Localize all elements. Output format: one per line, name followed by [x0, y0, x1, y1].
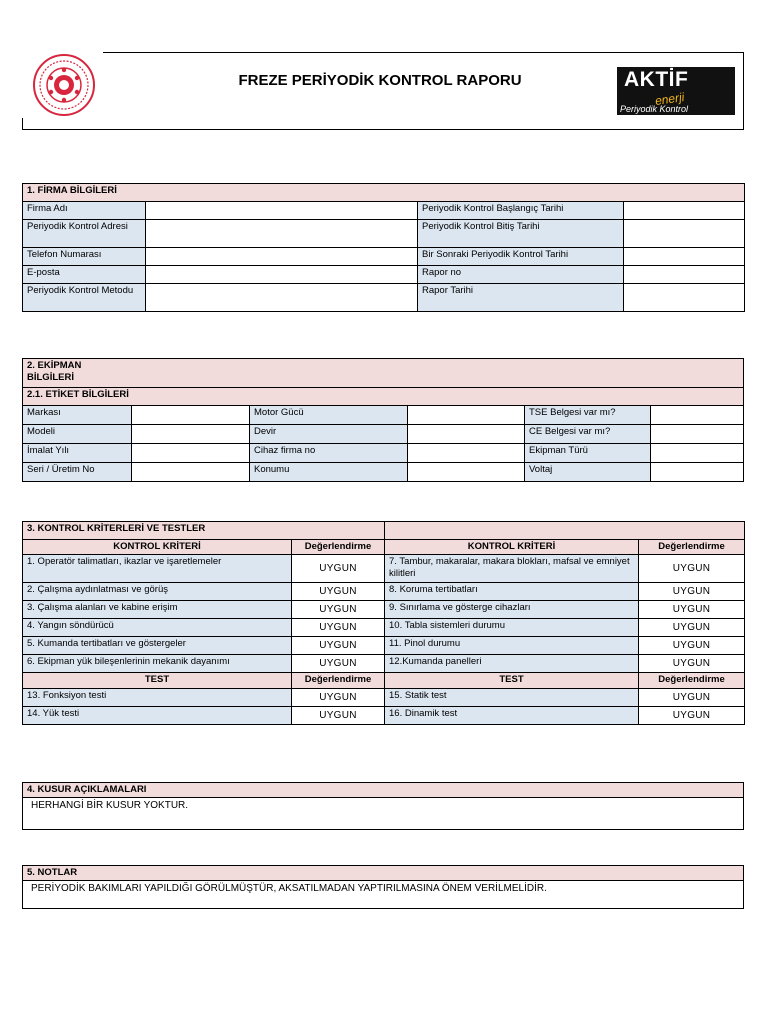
- value-konumu[interactable]: [408, 463, 525, 482]
- result-3: UYGUN: [292, 601, 385, 619]
- value-metod[interactable]: [146, 284, 418, 312]
- notlar-table: [22, 865, 744, 909]
- etiket-heading: 2.1. ETİKET BİLGİLERİ: [23, 388, 744, 406]
- label-modeli: Modeli: [23, 425, 132, 444]
- result-4: UYGUN: [292, 619, 385, 637]
- test-13: 13. Fonksiyon testi: [23, 689, 292, 707]
- result-7: UYGUN: [639, 555, 745, 583]
- criterion-4: 4. Yangın söndürücü: [23, 619, 292, 637]
- label-markasi: Markası: [23, 406, 132, 425]
- label-imalat-yili: İmalat Yılı: [23, 444, 132, 463]
- value-bitis-tarihi[interactable]: [624, 220, 745, 248]
- kusur-table: [22, 782, 744, 830]
- test-result-16: UYGUN: [639, 707, 745, 725]
- col-deger-right: Değerlendirme: [639, 540, 745, 555]
- label-metod: Periyodik Kontrol Metodu: [23, 284, 146, 312]
- col-test-right: TEST: [385, 673, 639, 689]
- kusur-heading: 4. KUSUR AÇIKLAMALARI: [23, 783, 744, 798]
- ekipman-table: [22, 358, 744, 482]
- header-top-border: [103, 52, 744, 53]
- ekipman-heading: [23, 359, 744, 388]
- criterion-1: 1. Operatör talimatları, ikazlar ve işaretlemeler: [23, 555, 292, 583]
- kontrol-table: [22, 521, 745, 725]
- kontrol-heading-blank: [385, 522, 745, 540]
- kusur-text: HERHANGİ BİR KUSUR YOKTUR.: [23, 798, 744, 830]
- label-telefon: Telefon Numarası: [23, 248, 146, 266]
- label-rapor-no: Rapor no: [418, 266, 624, 284]
- value-cihaz-firma-no[interactable]: [408, 444, 525, 463]
- header-right-border: [743, 52, 744, 130]
- value-rapor-tarihi[interactable]: [624, 284, 745, 312]
- criterion-12: 12.Kumanda panelleri: [385, 655, 639, 673]
- test-14: 14. Yük testi: [23, 707, 292, 725]
- firma-table: [22, 183, 745, 312]
- logo-wordmark: AKTİF: [624, 68, 689, 91]
- label-adres: Periyodik Kontrol Adresi: [23, 220, 146, 248]
- value-telefon[interactable]: [146, 248, 418, 266]
- criterion-3: 3. Çalışma alanları ve kabine erişim: [23, 601, 292, 619]
- criterion-7: 7. Tambur, makaralar, makara blokları, mafsal ve emniyet kilitleri: [385, 555, 639, 583]
- col-test-left: TEST: [23, 673, 292, 689]
- label-rapor-tarihi: Rapor Tarihi: [418, 284, 624, 312]
- logo-sub-text: enerji: [654, 90, 686, 108]
- notlar-text: PERİYODİK BAKIMLARI YAPILDIĞI GÖRÜLMÜŞTÜR, AKSATILMADAN YAPTIRILMASINA ÖNEM VERİLMELİDİR.: [23, 881, 744, 909]
- value-voltaj[interactable]: [651, 463, 744, 482]
- value-devir[interactable]: [408, 425, 525, 444]
- criterion-2: 2. Çalışma aydınlatması ve görüş: [23, 583, 292, 601]
- col-test-deger-left: Değerlendirme: [292, 673, 385, 689]
- label-cihaz-firma-no: Cihaz firma no: [250, 444, 408, 463]
- kontrol-heading: 3. KONTROL KRİTERLERİ VE TESTLER: [23, 522, 385, 540]
- label-sonraki-tarih: Bir Sonraki Periyodik Kontrol Tarihi: [418, 248, 624, 266]
- label-tse-belgesi: TSE Belgesi var mı?: [525, 406, 651, 425]
- criterion-10: 10. Tabla sistemleri durumu: [385, 619, 639, 637]
- value-sonraki-tarih[interactable]: [624, 248, 745, 266]
- result-11: UYGUN: [639, 637, 745, 655]
- ekipman-heading-text: 2. EKİPMAN BİLGİLERİ: [27, 360, 82, 383]
- criterion-5: 5. Kumanda tertibatları ve göstergeler: [23, 637, 292, 655]
- ministry-seal-logo: [24, 52, 104, 116]
- result-2: UYGUN: [292, 583, 385, 601]
- value-adres[interactable]: [146, 220, 418, 248]
- result-9: UYGUN: [639, 601, 745, 619]
- header-left-border: [22, 118, 23, 130]
- result-5: UYGUN: [292, 637, 385, 655]
- label-ce-belgesi: CE Belgesi var mı?: [525, 425, 651, 444]
- value-eposta[interactable]: [146, 266, 418, 284]
- test-result-14: UYGUN: [292, 707, 385, 725]
- criterion-11: 11. Pinol durumu: [385, 637, 639, 655]
- label-baslangic-tarihi: Periyodik Kontrol Başlangıç Tarihi: [418, 202, 624, 220]
- logo-footer-text: Periyodik Kontrol: [620, 104, 689, 114]
- col-kriter-left: KONTROL KRİTERİ: [23, 540, 292, 555]
- criterion-6: 6. Ekipman yük bileşenlerinin mekanik dayanımı: [23, 655, 292, 673]
- test-result-13: UYGUN: [292, 689, 385, 707]
- label-motor-gucu: Motor Gücü: [250, 406, 408, 425]
- page-title: FREZE PERİYODİK KONTROL RAPORU: [238, 72, 522, 89]
- value-motor-gucu[interactable]: [408, 406, 525, 425]
- result-8: UYGUN: [639, 583, 745, 601]
- value-ce-belgesi[interactable]: [651, 425, 744, 444]
- label-ekipman-turu: Ekipman Türü: [525, 444, 651, 463]
- col-deger-left: Değerlendirme: [292, 540, 385, 555]
- col-test-deger-right: Değerlendirme: [639, 673, 745, 689]
- label-devir: Devir: [250, 425, 408, 444]
- test-result-15: UYGUN: [639, 689, 745, 707]
- value-markasi[interactable]: [132, 406, 250, 425]
- test-15: 15. Statik test: [385, 689, 639, 707]
- value-ekipman-turu[interactable]: [651, 444, 744, 463]
- value-rapor-no[interactable]: [624, 266, 745, 284]
- value-seri-no[interactable]: [132, 463, 250, 482]
- value-modeli[interactable]: [132, 425, 250, 444]
- label-firma-adi: Firma Adı: [23, 202, 146, 220]
- result-1: UYGUN: [292, 555, 385, 583]
- label-eposta: E-posta: [23, 266, 146, 284]
- header-bottom-border: [22, 129, 744, 130]
- label-voltaj: Voltaj: [525, 463, 651, 482]
- test-16: 16. Dinamik test: [385, 707, 639, 725]
- col-kriter-right: KONTROL KRİTERİ: [385, 540, 639, 555]
- result-6: UYGUN: [292, 655, 385, 673]
- result-12: UYGUN: [639, 655, 745, 673]
- value-baslangic-tarihi[interactable]: [624, 202, 745, 220]
- firma-heading: 1. FİRMA BİLGİLERİ: [23, 184, 745, 202]
- label-seri-no: Seri / Üretim No: [23, 463, 132, 482]
- value-tse-belgesi[interactable]: [651, 406, 744, 425]
- notlar-heading: 5. NOTLAR: [23, 866, 744, 881]
- criterion-8: 8. Koruma tertibatları: [385, 583, 639, 601]
- value-firma-adi[interactable]: [146, 202, 418, 220]
- label-konumu: Konumu: [250, 463, 408, 482]
- value-imalat-yili[interactable]: [132, 444, 250, 463]
- result-10: UYGUN: [639, 619, 745, 637]
- label-bitis-tarihi: Periyodik Kontrol Bitiş Tarihi: [418, 220, 624, 248]
- criterion-9: 9. Sınırlama ve gösterge cihazları: [385, 601, 639, 619]
